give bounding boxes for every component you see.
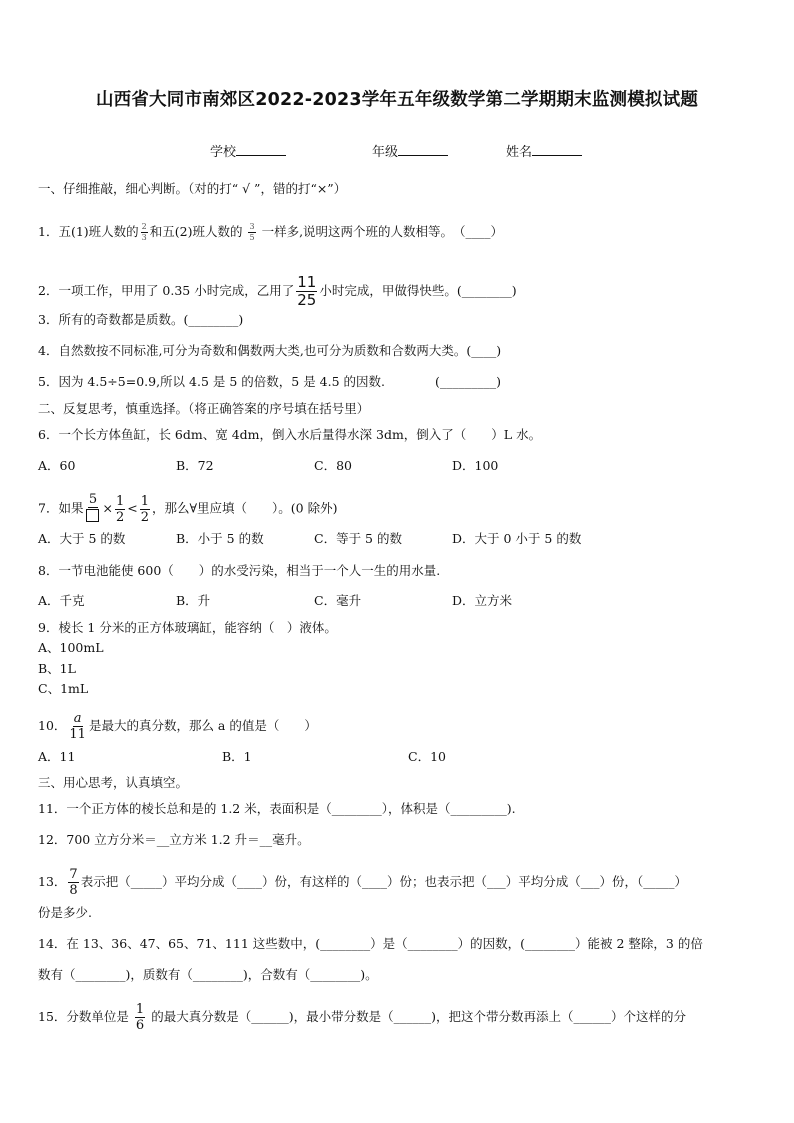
option-d: D．立方米: [452, 593, 513, 608]
blank-box: [86, 509, 99, 522]
name-label: 姓名: [506, 145, 533, 160]
question-5: 5．因为 4.5÷5=0.9,所以 4.5 是 5 的倍数，5 是 4.5 的因数. (_________): [38, 374, 502, 389]
question-14-continued: 数有（________)，质数有（________)，合数有（________)。: [38, 967, 378, 982]
question-9: 9．棱长 1 分米的正方体玻璃缸，能容纳（ ）液体。: [38, 620, 337, 635]
less-than-sign: <: [127, 500, 138, 516]
question-13-continued: 份是多少.: [38, 905, 92, 920]
name-field: [506, 141, 582, 160]
grade-label: 年级: [372, 145, 399, 160]
option-c: C．10: [408, 749, 446, 764]
question-12: 12．700 立方分米＝__立方米 1.2 升＝__毫升。: [38, 832, 310, 847]
section-1-heading: 一、仔细推敲，细心判断。（对的打“ √ ”，错的打“×”）: [38, 181, 347, 196]
question-3: 3．所有的奇数都是质数。(________): [38, 312, 244, 327]
option-a: A．千克: [38, 593, 85, 608]
option-c: C、1mL: [38, 681, 89, 696]
option-b: B．小于 5 的数: [176, 531, 264, 546]
question-4: 4．自然数按不同标准,可分为奇数和偶数两大类,也可分为质数和合数两大类。(____): [38, 343, 502, 358]
question-1: [38, 223, 503, 242]
name-blank: [532, 143, 582, 156]
option-a: A．60: [38, 458, 76, 473]
fraction: $\frac{11}{25}$: [297, 273, 317, 309]
question-text: 一样多,说明这两个班的人数相等。 （____）: [261, 224, 504, 239]
option-a: A．11: [38, 749, 76, 764]
grade-blank: [398, 143, 448, 156]
fraction: $\frac{7}{8}$: [69, 867, 78, 898]
option-c: C．等于 5 的数: [314, 531, 402, 546]
question-text: 表示把（_____）平均分成（____）份，有这样的（____）份；也表示把（___）平均分成（___）份，（_____）: [80, 874, 687, 889]
option-b: B．升: [176, 593, 211, 608]
question-2: [38, 275, 517, 308]
fraction: $\frac{1}{2}$: [115, 493, 125, 525]
option-b: B、1L: [38, 661, 76, 676]
times-sign: ×: [102, 500, 113, 516]
question-15: [38, 1003, 686, 1032]
option-a: A．大于 5 的数: [38, 531, 126, 546]
question-text: 15．分数单位是: [38, 1009, 129, 1024]
question-text: ，那么∀里应填（ ）。(0 除外): [151, 500, 338, 516]
question-text: 一项工作，甲用了 0.35 小时完成，乙用了: [58, 283, 295, 298]
question-13: [38, 868, 687, 897]
question-7: [38, 493, 337, 525]
fraction: 5: [85, 493, 100, 525]
question-text: 是最大的真分数，那么 a 的值是（ ）: [88, 718, 317, 733]
fraction: $\frac{1}{2}$: [140, 493, 149, 525]
fraction: $\frac{1}{6}$: [135, 1002, 145, 1033]
question-14: 14．在 13、36、47、65、71、111 这些数中，(________）是（________）的因数，(________）能被 2 整除，3 的倍: [38, 936, 703, 951]
question-text: 小时完成，甲做得快些。(________): [319, 283, 517, 298]
question-10: [38, 712, 317, 741]
question-number: 2．: [38, 283, 59, 298]
grade-field: [372, 141, 448, 160]
fraction: $\frac{a}{11}$: [69, 711, 86, 742]
option-b: B．72: [176, 458, 214, 473]
option-d: D．大于 0 小于 5 的数: [452, 531, 582, 546]
question-6: 6．一个长方体鱼缸，长 6dm、宽 4dm，倒入水后量得水深 3dm，倒入了（ ）L 水。: [38, 427, 542, 442]
question-8: 8．一节电池能使 600（ ）的水受污染，相当于一个人一生的用水量.: [38, 563, 441, 578]
question-text: 五(1)班人数的: [58, 224, 139, 239]
fraction: $\frac{2}{3}$: [141, 222, 147, 242]
school-blank: [236, 143, 286, 156]
school-label: 学校: [210, 145, 237, 160]
section-2-heading: 二、反复思考，慎重选择。（将正确答案的序号填在括号里）: [38, 401, 370, 416]
question-text: 和五(2)班人数的: [149, 224, 243, 239]
page-title: 山西省大同市南郊区2022-2023学年五年级数学第二学期期末监测模拟试题: [95, 90, 699, 110]
option-b: B．1: [222, 749, 252, 764]
question-11: 11．一个正方体的棱长总和是的 1.2 米，表面积是（________），体积是（_________).: [38, 801, 516, 816]
school-field: [210, 141, 286, 160]
question-number: 1．: [38, 224, 59, 239]
question-number: 10．: [38, 718, 67, 733]
option-a: A、100mL: [38, 640, 104, 655]
question-number: 13．: [38, 874, 67, 889]
option-d: D．100: [452, 458, 499, 473]
section-3-heading: 三、用心思考，认真填空。: [38, 775, 189, 790]
question-text: 的最大真分数是（______)，最小带分数是（______)，把这个带分数再添上（______）个这样的分: [151, 1009, 686, 1024]
option-c: C．80: [314, 458, 352, 473]
fraction: $\frac{3}{5}$: [249, 222, 255, 242]
option-c: C．毫升: [314, 593, 362, 608]
question-text: 7．如果: [38, 500, 84, 516]
